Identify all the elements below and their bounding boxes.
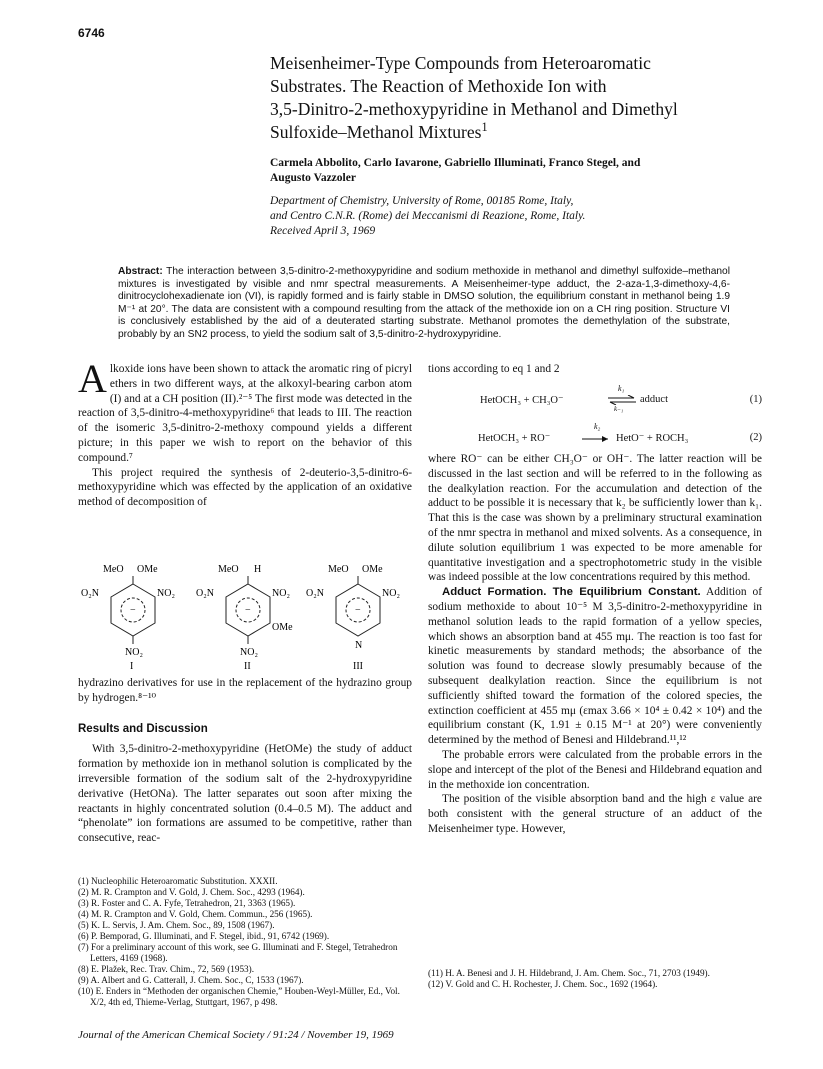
structure-numeral: III xyxy=(353,661,363,670)
equilibrium-arrow-icon xyxy=(608,395,636,405)
drop-cap: A xyxy=(78,356,107,401)
structures-figure xyxy=(78,560,412,670)
author-line: Augusto Vazzoler xyxy=(270,172,356,184)
run-in-heading: Adduct Formation. The Equilibrium Constant. xyxy=(442,586,701,599)
paragraph: where RO⁻ can be either CH₃O⁻ or OH⁻. The latter reaction will be discussed in the last section and will be referred to in the following as the dealkylation reaction. For the accumulation and detection of the adduct to be possible it is necessary that k₂ be sufficiently lower than k₁. That this is the case was shown by a preliminary structural examination of the nmr spectra in methanol and mixed solvents. As a consequence, in dilute solution equilibrium 1 was expected to be more amenable for quantitative investigation and a spectrophotometric study in the visible was indeed possible at the low concentrations required by this method. xyxy=(428,453,762,584)
left-column-lower xyxy=(78,676,412,846)
reference: (4) M. R. Crampton and V. Gold, Chem. Commun., 256 (1965). xyxy=(78,909,313,919)
structure-label: MeO xyxy=(103,564,124,575)
title-line: Substrates. The Reaction of Methoxide Ion with xyxy=(270,76,607,96)
abstract-label: Abstract: xyxy=(118,266,163,277)
paragraph: This project required the synthesis of 2-deuterio-3,5-dinitro-6-methoxypyridine which was effected by the application of an oxidative method of decomposition of xyxy=(78,466,412,509)
reference: (12) V. Gold and C. H. Rochester, J. Chem. Soc., 1692 (1964). xyxy=(428,979,658,989)
paragraph: tions according to eq 1 and 2 xyxy=(428,363,560,375)
equation-rhs: adduct xyxy=(640,394,668,405)
structure-numeral: II xyxy=(244,661,251,670)
equation-2 xyxy=(470,422,762,446)
rate-constant: k₂ xyxy=(594,422,601,431)
equation-number: (2) xyxy=(749,432,762,443)
structure-label: MeO xyxy=(328,564,349,575)
page-number: 6746 xyxy=(78,26,105,40)
left-references xyxy=(78,876,412,1008)
structure-label: NO₂ xyxy=(240,647,258,658)
received-date: Received April 3, 1969 xyxy=(270,225,376,237)
equation-number: (1) xyxy=(749,394,762,405)
reference: (3) R. Foster and C. A. Fyfe, Tetrahedron, 21, 3363 (1965). xyxy=(78,898,296,908)
right-column-body xyxy=(428,452,762,837)
structure-II xyxy=(196,564,293,670)
structure-label: OMe xyxy=(137,564,158,575)
title-line-text: Sulfoxide–Methanol Mixtures xyxy=(270,122,482,142)
title-footnote-mark: 1 xyxy=(481,120,488,135)
reaction-arrow-icon xyxy=(582,435,610,443)
affiliation-line: Department of Chemistry, University of Rome, 00185 Rome, Italy, xyxy=(270,195,574,207)
paragraph xyxy=(428,585,762,748)
structure-I xyxy=(81,564,175,670)
affiliation xyxy=(270,194,750,239)
reference: (2) M. R. Crampton and V. Gold, J. Chem. Soc., 4293 (1964). xyxy=(78,887,305,897)
structure-label: NO₂ xyxy=(157,588,175,599)
equation-rhs: HetO⁻ + ROCH₃ xyxy=(616,433,689,444)
intro-paragraph xyxy=(78,356,412,466)
abstract-text: The interaction between 3,5-dinitro-2-methoxypyridine and sodium methoxide in methanol and dimethyl sulfoxide–methanol mixtures is investigated by visible and nmr spectral measurements. A Meisenheimer-type adduct, the 2-aza-1,3-dimethoxy-4,6-dinitrocyclohexadienate ion (VI), is rapidly formed and is fairly stable in DMSO solution, the equilibrium constant in methanol being 1.9 M⁻¹ at 20°. The data are consistent with a compound resulting from the attack of the methoxide ion on a CH ring position. Structure VI is conclusively established by the aid of a deuterated starting substrate. Methanol promotes the demethylation of the substrate, probably by an SN2 process, to yield the sodium salt of 3,5-dinitro-2-hydroxypyridine. xyxy=(118,266,730,340)
reference: (7) For a preliminary account of this work, see G. Illuminati and F. Stegel, Tetrahedron Letters, 4169 (1968). xyxy=(78,942,398,963)
left-column xyxy=(78,356,412,510)
charge-sign: − xyxy=(130,605,136,616)
paragraph: With 3,5-dinitro-2-methoxypyridine (HetOMe) the study of adduct formation by methoxide ion in methanol solution is complicated by the irreversible formation of the sodium salt of the 2-hydroxypyridine derivative (HetONa). The latter separates out soon after mixing the reactants in highly concentrated solution (0.4–0.5 M). The adduct and “phenolate” ion formations are assumed to be competitive, rather than consecutive, reac- xyxy=(78,743,412,845)
author-line: Carmela Abbolito, Carlo Iavarone, Gabriello Illuminati, Franco Stegel, and xyxy=(270,157,641,169)
section-heading: Results and Discussion xyxy=(78,722,208,735)
charge-sign: − xyxy=(355,605,361,616)
structure-label: O₂N xyxy=(306,588,324,599)
title-line: Meisenheimer-Type Compounds from Heteroaromatic xyxy=(270,53,651,73)
paragraph: The position of the visible absorption band and the high ε value are both consistent with the general structure of an adduct of the Meisenheimer type. However, xyxy=(428,793,762,835)
journal-footer: Journal of the American Chemical Society / 91:24 / November 19, 1969 xyxy=(78,1029,394,1041)
structure-label: NO₂ xyxy=(125,647,143,658)
paragraph: The probable errors were calculated from the probable errors in the slope and intercept of the plot of the Benesi and Hildebrand equation and in the methoxide ion concentration. xyxy=(428,748,762,791)
abstract xyxy=(118,266,730,342)
reference: (1) Nucleophilic Heteroaromatic Substitution. XXXII. xyxy=(78,876,278,886)
structure-label: H xyxy=(254,564,262,575)
title-line xyxy=(270,121,750,144)
paragraph: hydrazino derivatives for use in the replacement of the hydrazino group by hydrogen.⁸⁻¹⁰ xyxy=(78,677,412,704)
structure-label: NO₂ xyxy=(272,588,290,599)
structure-numeral: I xyxy=(130,661,134,670)
structure-label: O₂N xyxy=(81,588,99,599)
structure-label: OMe xyxy=(272,622,293,633)
right-references xyxy=(428,968,762,990)
title-line: 3,5-Dinitro-2-methoxypyridine in Methanol and Dimethyl xyxy=(270,99,678,119)
equation-lhs: HetOCH₃ + RO⁻ xyxy=(478,433,551,444)
intro-text: lkoxide ions have been shown to attack the aromatic ring of picryl ethers in two different ways, at the alkoxyl-bearing carbon atom (I) and at a CH position (II).²⁻⁵ The first mode was detected in the reaction of 3,5-dinitro-4-methoxypyridine⁶ that leads to III. The reaction of the isomeric 3,5-dinitro-2-methoxy compound yields a different picture; in this paper we wish to report on the behavior of this compound.⁷ xyxy=(78,363,412,464)
reference: (6) P. Bemporad, G. Illuminati, and F. Stegel, ibid., 91, 6742 (1969). xyxy=(78,931,330,941)
structure-label: OMe xyxy=(362,564,383,575)
right-column xyxy=(428,362,762,377)
structure-label: N xyxy=(355,640,363,651)
paragraph-text: Addition of sodium methoxide to about 10⁻⁵ M 3,5-dinitro-2-methoxypyridine in methanol solution leads to the rapid formation of a yellow species, which shows an absorption band at 455 mμ. The reaction is too fast for kinetic measurements by standard methods; the absorbance of the solution was found to decrease slowly presumably because of the subsequent dealkylation reaction. Since the equilibrium is not sufficiently shifted toward the formation of the colored species, the extinction coefficient at 455 mμ (εmax 3.66 × 10⁴ ± 0.42 × 10⁴) and the equilibrium constant (K, 1.91 ± 0.15 M⁻¹ at 20°) were conveniently determined by the method of Benesi and Hildebrand.¹¹,¹² xyxy=(428,586,763,747)
rate-constant: k₋₁ xyxy=(614,405,624,413)
reference: (5) K. L. Servis, J. Am. Chem. Soc., 89, 1508 (1967). xyxy=(78,920,275,930)
reference: (11) H. A. Benesi and J. H. Hildebrand, J. Am. Chem. Soc., 71, 2703 (1949). xyxy=(428,968,710,978)
structure-label: NO₂ xyxy=(382,588,400,599)
paper-title xyxy=(270,52,750,144)
author-list xyxy=(270,156,750,186)
reference: (10) E. Enders in “Methoden der organischen Chemie,” Houben-Weyl-Müller, Ed., Vol. X/2, 4th ed, Thieme-Verlag, Stuttgart, 1967, p 498. xyxy=(78,986,400,1007)
rate-constant: k₁ xyxy=(618,384,625,393)
equation-1 xyxy=(470,386,762,414)
charge-sign: − xyxy=(245,605,251,616)
affiliation-line: and Centro C.N.R. (Rome) dei Meccanismi di Reazione, Rome, Italy. xyxy=(270,210,586,222)
reference: (9) A. Albert and G. Catterall, J. Chem. Soc., C, 1533 (1967). xyxy=(78,975,304,985)
structure-label: MeO xyxy=(218,564,239,575)
equation-lhs: HetOCH₃ + CH₃O⁻ xyxy=(480,395,564,406)
structure-III xyxy=(306,564,400,670)
structure-label: O₂N xyxy=(196,588,214,599)
reference: (8) E. Plažek, Rec. Trav. Chim., 72, 569 (1953). xyxy=(78,964,254,974)
